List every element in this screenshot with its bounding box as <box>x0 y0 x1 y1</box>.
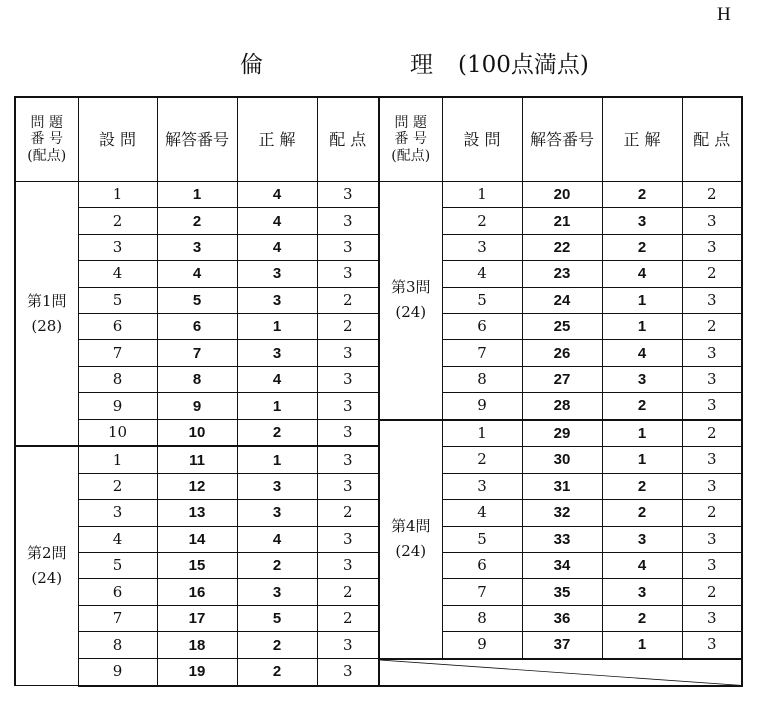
correct-answer-cell: 4 <box>602 261 682 287</box>
diagonal-line <box>380 660 741 685</box>
answer-number-cell: 23 <box>522 261 602 287</box>
answer-number-cell: 33 <box>522 526 602 552</box>
header-question-number <box>15 97 78 182</box>
answer-number-cell: 16 <box>157 579 237 605</box>
points-cell: 3 <box>682 287 742 313</box>
sub-question-cell: 9 <box>442 393 522 420</box>
sub-question-cell: 2 <box>78 208 157 234</box>
points-cell: 3 <box>317 446 379 473</box>
sub-question-cell: 2 <box>442 446 522 473</box>
question-group-points: (24) <box>31 569 63 588</box>
sub-question-cell: 6 <box>78 313 157 339</box>
correct-answer-cell: 3 <box>237 473 317 499</box>
correct-answer-cell: 2 <box>237 552 317 578</box>
table-row <box>15 473 742 499</box>
answer-number-cell: 31 <box>522 473 602 499</box>
header-qnum-line1: 問 題 <box>30 115 63 132</box>
header-sub-question: 設 問 <box>78 97 157 182</box>
question-group-q3 <box>379 182 442 420</box>
points-cell: 3 <box>317 526 379 552</box>
header-answer-number-right: 解答番号 <box>522 97 602 182</box>
correct-answer-cell: 1 <box>237 446 317 473</box>
correct-answer-cell: 2 <box>602 500 682 526</box>
points-cell: 2 <box>317 605 379 631</box>
points-cell: 3 <box>317 208 379 234</box>
correct-answer-cell: 2 <box>237 420 317 447</box>
points-cell: 2 <box>682 579 742 605</box>
sub-question-cell: 9 <box>78 393 157 420</box>
answer-number-cell: 20 <box>522 182 602 208</box>
points-cell: 3 <box>317 632 379 659</box>
correct-answer-cell: 2 <box>602 234 682 260</box>
table-row <box>15 552 742 578</box>
sub-question-cell: 8 <box>442 605 522 631</box>
points-cell: 2 <box>682 261 742 287</box>
question-group-q1 <box>15 182 78 447</box>
points-cell: 3 <box>682 552 742 578</box>
correct-answer-cell: 2 <box>602 182 682 208</box>
answer-number-cell: 5 <box>157 287 237 313</box>
sub-question-cell: 7 <box>442 340 522 366</box>
table-row <box>15 632 742 659</box>
answer-number-cell: 17 <box>157 605 237 631</box>
points-cell: 3 <box>682 366 742 392</box>
points-cell: 2 <box>317 287 379 313</box>
points-cell: 2 <box>317 500 379 526</box>
table-row <box>15 526 742 552</box>
question-group-points: (28) <box>31 316 63 335</box>
table-row <box>15 182 742 208</box>
answer-number-cell: 25 <box>522 313 602 339</box>
header-answer-number: 解答番号 <box>157 97 237 182</box>
answer-number-cell: 6 <box>157 313 237 339</box>
points-cell: 3 <box>317 552 379 578</box>
answer-number-cell: 9 <box>157 393 237 420</box>
header-sub-question-right: 設 問 <box>442 97 522 182</box>
correct-answer-cell: 4 <box>237 208 317 234</box>
points-cell: 3 <box>317 340 379 366</box>
correct-answer-cell: 3 <box>237 287 317 313</box>
correct-answer-cell: 3 <box>602 366 682 392</box>
header-points: 配 点 <box>317 97 379 182</box>
points-cell: 3 <box>682 632 742 659</box>
header-qnum-line3-right: (配点) <box>391 147 431 164</box>
answer-number-cell: 7 <box>157 340 237 366</box>
question-group-q4 <box>379 420 442 659</box>
header-qnum-line2: 番 号 <box>30 131 63 148</box>
table-row <box>15 659 742 686</box>
points-cell: 2 <box>317 313 379 339</box>
header-question-number-right <box>379 97 442 182</box>
question-group-label: 第2問 <box>26 544 67 563</box>
points-cell: 3 <box>317 473 379 499</box>
answer-number-cell: 14 <box>157 526 237 552</box>
correct-answer-cell: 2 <box>602 605 682 631</box>
sub-question-cell: 7 <box>78 340 157 366</box>
sub-question-cell: 2 <box>78 473 157 499</box>
correct-answer-cell: 3 <box>237 261 317 287</box>
empty-slashed-cell <box>379 659 742 686</box>
table-row <box>15 446 742 473</box>
answer-number-cell: 18 <box>157 632 237 659</box>
answer-number-cell: 8 <box>157 366 237 392</box>
sub-question-cell: 6 <box>442 552 522 578</box>
points-cell: 2 <box>682 182 742 208</box>
answer-number-cell: 4 <box>157 261 237 287</box>
title-char-1: 倫 <box>240 52 263 78</box>
question-group-points: (24) <box>395 303 427 322</box>
points-cell: 3 <box>682 605 742 631</box>
points-cell: 2 <box>682 313 742 339</box>
table-row <box>15 500 742 526</box>
correct-answer-cell: 5 <box>237 605 317 631</box>
sub-question-cell: 10 <box>78 420 157 447</box>
answer-number-cell: 3 <box>157 234 237 260</box>
sub-question-cell: 8 <box>78 632 157 659</box>
sub-question-cell: 5 <box>442 287 522 313</box>
answer-number-cell: 29 <box>522 420 602 447</box>
answer-number-cell: 13 <box>157 500 237 526</box>
sub-question-cell: 1 <box>442 182 522 208</box>
answer-number-cell: 28 <box>522 393 602 420</box>
points-cell: 3 <box>317 182 379 208</box>
sub-question-cell: 6 <box>442 313 522 339</box>
sub-question-cell: 5 <box>78 287 157 313</box>
correct-answer-cell: 4 <box>237 234 317 260</box>
table-row <box>15 393 742 420</box>
points-cell: 3 <box>317 261 379 287</box>
header-qnum-line1-right: 問 題 <box>394 115 427 132</box>
header-row <box>15 97 742 182</box>
points-cell: 3 <box>682 208 742 234</box>
points-cell: 3 <box>317 659 379 686</box>
answer-number-cell: 19 <box>157 659 237 686</box>
correct-answer-cell: 2 <box>237 659 317 686</box>
correct-answer-cell: 2 <box>602 473 682 499</box>
table-row <box>15 208 742 234</box>
sub-question-cell: 1 <box>442 420 522 447</box>
answer-number-cell: 26 <box>522 340 602 366</box>
header-points-right: 配 点 <box>682 97 742 182</box>
correct-answer-cell: 3 <box>237 500 317 526</box>
correct-answer-cell: 4 <box>237 526 317 552</box>
correct-answer-cell: 1 <box>237 393 317 420</box>
sub-question-cell: 1 <box>78 182 157 208</box>
table-row <box>15 261 742 287</box>
points-cell: 3 <box>682 393 742 420</box>
sub-question-cell: 4 <box>78 261 157 287</box>
header-qnum-line2-right: 番 号 <box>394 131 427 148</box>
question-group-q2 <box>15 446 78 686</box>
answer-number-cell: 34 <box>522 552 602 578</box>
correct-answer-cell: 4 <box>237 182 317 208</box>
header-correct-answer-right: 正 解 <box>602 97 682 182</box>
correct-answer-cell: 3 <box>602 579 682 605</box>
points-cell: 3 <box>317 234 379 260</box>
points-cell: 3 <box>682 526 742 552</box>
sub-question-cell: 5 <box>442 526 522 552</box>
correct-answer-cell: 4 <box>602 552 682 578</box>
header-correct-answer: 正 解 <box>237 97 317 182</box>
answer-number-cell: 12 <box>157 473 237 499</box>
correct-answer-cell: 3 <box>237 579 317 605</box>
correct-answer-cell: 4 <box>237 366 317 392</box>
correct-answer-cell: 2 <box>237 632 317 659</box>
answer-number-cell: 10 <box>157 420 237 447</box>
correct-answer-cell: 1 <box>237 313 317 339</box>
sub-question-cell: 8 <box>442 366 522 392</box>
points-cell: 2 <box>317 579 379 605</box>
correct-answer-cell: 1 <box>602 446 682 473</box>
table-row <box>15 366 742 392</box>
answer-number-cell: 36 <box>522 605 602 631</box>
table-row <box>15 234 742 260</box>
sub-question-cell: 3 <box>78 500 157 526</box>
sub-question-cell: 7 <box>78 605 157 631</box>
sub-question-cell: 4 <box>442 261 522 287</box>
correct-answer-cell: 2 <box>602 393 682 420</box>
sub-question-cell: 9 <box>442 632 522 659</box>
table-row <box>15 579 742 605</box>
answer-number-cell: 24 <box>522 287 602 313</box>
points-cell: 3 <box>317 393 379 420</box>
answer-number-cell: 30 <box>522 446 602 473</box>
points-cell: 3 <box>317 366 379 392</box>
sub-question-cell: 3 <box>442 234 522 260</box>
answer-number-cell: 11 <box>157 446 237 473</box>
title-char-2: 理 <box>410 52 433 78</box>
points-cell: 2 <box>682 420 742 447</box>
question-group-label: 第3問 <box>390 278 431 297</box>
sub-question-cell: 3 <box>442 473 522 499</box>
page-corner-label: H <box>717 4 731 25</box>
sub-question-cell: 9 <box>78 659 157 686</box>
points-cell: 3 <box>682 340 742 366</box>
sub-question-cell: 8 <box>78 366 157 392</box>
points-cell: 3 <box>682 234 742 260</box>
points-cell: 3 <box>317 420 379 447</box>
question-group-points: (24) <box>395 542 427 561</box>
answer-number-cell: 2 <box>157 208 237 234</box>
sub-question-cell: 7 <box>442 579 522 605</box>
title-full-score: (100点満点) <box>458 52 589 78</box>
correct-answer-cell: 1 <box>602 632 682 659</box>
sub-question-cell: 2 <box>442 208 522 234</box>
correct-answer-cell: 1 <box>602 420 682 447</box>
header-qnum-line3: (配点) <box>27 147 67 164</box>
correct-answer-cell: 3 <box>237 340 317 366</box>
points-cell: 2 <box>682 500 742 526</box>
correct-answer-cell: 1 <box>602 287 682 313</box>
answer-number-cell: 32 <box>522 500 602 526</box>
sub-question-cell: 3 <box>78 234 157 260</box>
answer-number-cell: 35 <box>522 579 602 605</box>
correct-answer-cell: 4 <box>602 340 682 366</box>
answer-number-cell: 27 <box>522 366 602 392</box>
answer-number-cell: 1 <box>157 182 237 208</box>
correct-answer-cell: 1 <box>602 313 682 339</box>
correct-answer-cell: 3 <box>602 526 682 552</box>
points-cell: 3 <box>682 446 742 473</box>
sub-question-cell: 4 <box>78 526 157 552</box>
table-row <box>15 340 742 366</box>
table-row <box>15 313 742 339</box>
sub-question-cell: 4 <box>442 500 522 526</box>
answer-number-cell: 22 <box>522 234 602 260</box>
sub-question-cell: 5 <box>78 552 157 578</box>
answer-key-table <box>14 96 743 687</box>
answer-number-cell: 15 <box>157 552 237 578</box>
table-row <box>15 287 742 313</box>
question-group-label: 第1問 <box>26 291 67 310</box>
sub-question-cell: 6 <box>78 579 157 605</box>
answer-number-cell: 21 <box>522 208 602 234</box>
sub-question-cell: 1 <box>78 446 157 473</box>
answer-number-cell: 37 <box>522 632 602 659</box>
table-row <box>15 605 742 631</box>
question-group-label: 第4問 <box>390 517 431 536</box>
points-cell: 3 <box>682 473 742 499</box>
table-row <box>15 420 742 447</box>
correct-answer-cell: 3 <box>602 208 682 234</box>
